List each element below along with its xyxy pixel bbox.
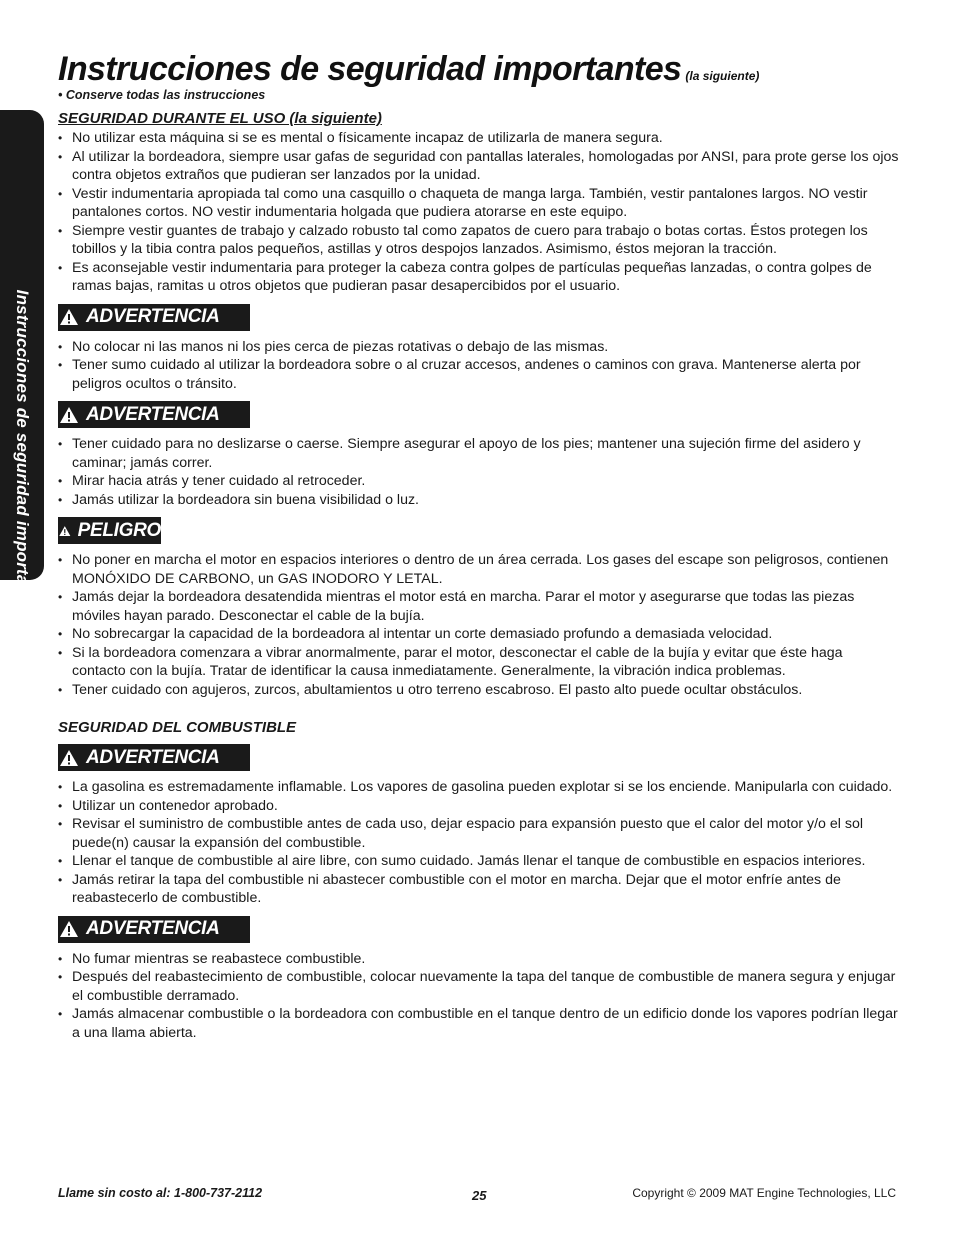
conserve-note: • Conserve todas las instrucciones [58, 88, 266, 102]
content [58, 110, 900, 1042]
list-item: • Jamás dejar la bordeadora desatendida mientras el motor está en marcha. Parar el motor y asegurarse que todas las piezas móviles hayan parado. Desconectar el cable de la bujía. [58, 588, 900, 625]
list-item: • Tener cuidado con agujeros, zurcos, abultamientos u otro terreno escabroso. El pasto alto puede ocultar obstáculos. [58, 681, 900, 700]
section-heading-combustible: SEGURIDAD DEL COMBUSTIBLE [58, 719, 297, 736]
list-item: • Siempre vestir guantes de trabajo y calzado robusto tal como zapatos de cuero para trabajo o botas cortas. Éstos protegen los tobillos y la tibia contra palos pequeños, astillas y otros despojos lanzados. Asimismo, éstos mejoran la tracción. [58, 222, 900, 259]
footer-phone: Llame sin costo al: 1-800-737-2112 [58, 1186, 263, 1200]
list-item: • Mirar hacia atrás y tener cuidado al retroceder. [58, 472, 900, 491]
list-item: • Revisar el suministro de combustible antes de cada uso, dejar espacio para expansión puesto que el calor del motor y/o el sol puede(n) causar la expansión del combustible. [58, 815, 900, 852]
warning-triangle-icon [58, 307, 80, 327]
warning-label: ADVERTENCIA [86, 746, 220, 768]
page-title-text: Instrucciones de seguridad importantes [58, 50, 682, 88]
list-uso-danger [58, 551, 900, 699]
footer-copyright: Copyright © 2009 MAT Engine Technologies, LLC [632, 1186, 896, 1200]
list-item: • Es aconsejable vestir indumentaria para proteger la cabeza contra golpes de partículas pequeñas lanzadas, o contra golpes de ramas bajas, ramitas u otros objetos que pudieran pasar desapercibidos por el usuario. [58, 259, 900, 296]
list-item: • No utilizar esta máquina si se es mental o físicamente incapaz de utilizarla de manera segura. [58, 129, 900, 148]
warning-triangle-icon [58, 748, 80, 768]
list-item: • Si la bordeadora comenzara a vibrar anormalmente, parar el motor, desconectar el cable de la bujía y evitar que éste haga contacto con la bujía. Tratar de identificar la causa inmediatamente. Generalmente, la vibración indica problemas. [58, 644, 900, 681]
warning-triangle-icon [58, 405, 80, 425]
side-tab-label: Instrucciones de seguridad importantes [13, 289, 32, 621]
page-title [58, 50, 759, 89]
warning-label: ADVERTENCIA [86, 918, 220, 939]
warning-triangle-icon [58, 521, 72, 541]
section-heading-uso: SEGURIDAD DURANTE EL USO (la siguiente) [58, 110, 382, 127]
list-item: • Al utilizar la bordeadora, siempre usar gafas de seguridad con pantallas laterales, homologadas por ANSI, para prote gerse los ojos contra objetos extraños que pudieran ser lanzados por la unidad. [58, 148, 900, 185]
list-uso-warning1 [58, 338, 900, 394]
warning-label: ADVERTENCIA [86, 403, 220, 425]
list-item: • Llenar el tanque de combustible al aire libre, con sumo cuidado. Jamás llenar el tanque de combustible en espacios interiores. [58, 852, 900, 871]
list-item: • Jamás utilizar la bordeadora sin buena visibilidad o luz. [58, 491, 900, 510]
list-combustible-warning1 [58, 778, 900, 908]
list-item: • No fumar mientras se reabastece combustible. [58, 950, 900, 969]
warning-banner [58, 304, 250, 331]
list-combustible-warning2 [58, 950, 900, 1043]
warning-banner [58, 744, 250, 771]
list-item: • No sobrecargar la capacidad de la bordeadora al intentar un corte demasiado profundo a demasiada velocidad. [58, 625, 900, 644]
danger-banner [58, 517, 161, 544]
warning-triangle-icon [58, 919, 80, 939]
list-item: • Utilizar un contenedor aprobado. [58, 797, 900, 816]
page-title-suffix: (la siguiente) [685, 69, 760, 83]
warning-label: ADVERTENCIA [86, 306, 220, 327]
page-number: 25 [472, 1188, 487, 1203]
list-uso [58, 129, 900, 296]
warning-banner [58, 916, 250, 943]
list-item: • Vestir indumentaria apropiada tal como una casquillo o chaqueta de manga larga. También, vestir pantalones largos. NO vestir pantalones cortos. NO vestir indumentaria holgada que pudiera atorarse en este equipo. [58, 185, 900, 222]
list-item: • No colocar ni las manos ni los pies cerca de piezas rotativas o debajo de las mismas. [58, 338, 900, 357]
list-item: • Tener sumo cuidado al utilizar la bordeadora sobre o al cruzar accesos, andenes o caminos con grava. Mantenerse alerta por peligros ocultos o tránsito. [58, 356, 900, 393]
list-uso-warning2 [58, 435, 900, 509]
list-item: • La gasolina es estremadamente inflamable. Los vapores de gasolina pueden explotar si se los enciende. Manipularla con cuidado. [58, 778, 900, 797]
list-item: • Después del reabastecimiento de combustible, colocar nuevamente la tapa del tanque de combustible de manera segura y enjugar el combustible derramado. [58, 968, 900, 1005]
list-item: • Jamás almacenar combustible o la bordeadora con combustible en el tanque dentro de un edificio donde los vapores podrían llegar a una llama abierta. [58, 1005, 900, 1042]
side-tab [0, 110, 44, 621]
warning-banner [58, 401, 250, 428]
danger-label: PELIGRO [77, 519, 161, 541]
list-item: • No poner en marcha el motor en espacios interiores o dentro de un área cerrada. Los gases del escape son peligrosos, contienen MONÓXIDO DE CARBONO, un GAS INODORO Y LETAL. [58, 551, 900, 588]
list-item: • Jamás retirar la tapa del combustible ni abastecer combustible con el motor en marcha. Dejar que el motor enfríe antes de reabastecerlo de combustible. [58, 871, 900, 908]
list-item: • Tener cuidado para no deslizarse o caerse. Siempre asegurar el apoyo de los pies; mantener una sujeción firme del asidero y caminar; jamás correr. [58, 435, 900, 472]
